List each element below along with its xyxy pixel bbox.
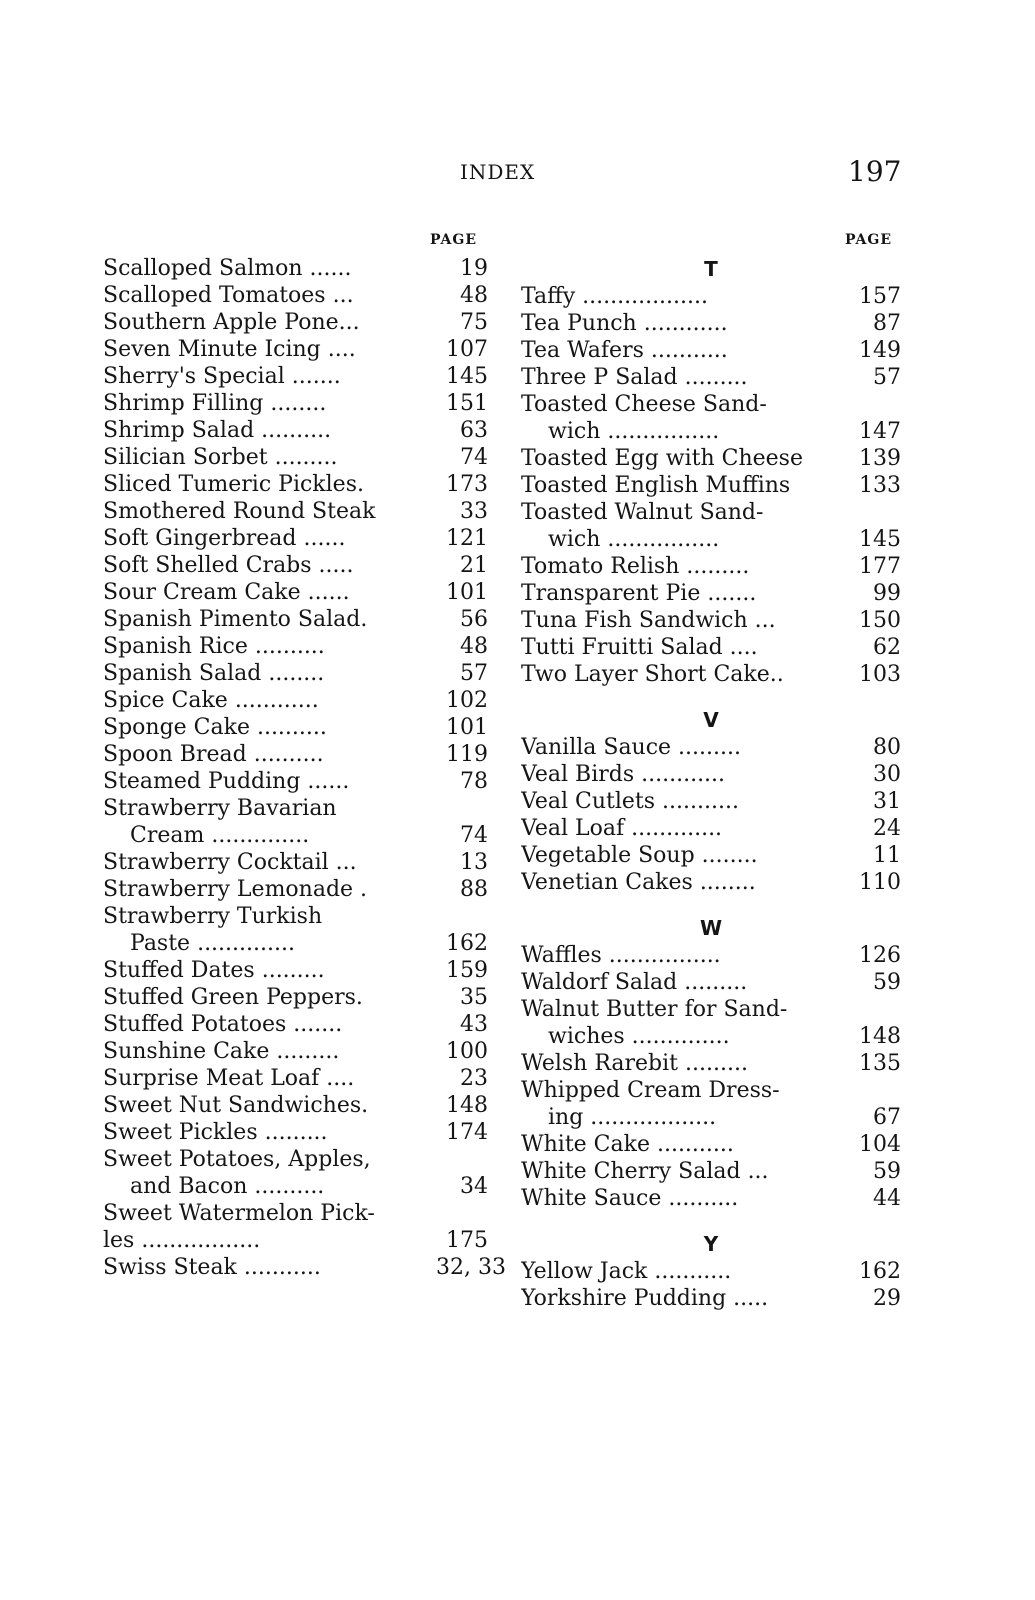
entry-title: Veal Cutlets ........... xyxy=(521,789,739,814)
entry-page: 145 xyxy=(859,527,901,552)
index-entry xyxy=(103,525,488,552)
index-entry xyxy=(521,445,901,472)
index-entry xyxy=(103,795,488,822)
index-entry xyxy=(521,283,901,310)
entry-title: Toasted Walnut Sand- xyxy=(521,500,764,525)
index-entry xyxy=(103,390,488,417)
index-entry xyxy=(103,336,488,363)
entry-page: 150 xyxy=(859,608,901,633)
entry-title: Veal Birds ............ xyxy=(521,762,726,787)
entry-page: 107 xyxy=(446,337,488,362)
index-entry xyxy=(103,714,488,741)
entry-title: Tuna Fish Sandwich ... xyxy=(521,608,776,633)
index-entry xyxy=(103,1173,488,1200)
entry-page: 135 xyxy=(859,1051,901,1076)
index-entry xyxy=(103,579,488,606)
entry-page: 148 xyxy=(859,1024,901,1049)
entry-page: 157 xyxy=(859,284,901,309)
entry-title: Stuffed Dates ......... xyxy=(103,958,325,983)
index-entry xyxy=(103,417,488,444)
entry-title: Swiss Steak ........... xyxy=(103,1255,321,1280)
index-entry xyxy=(521,1023,901,1050)
index-entry xyxy=(103,1227,488,1254)
index-entry xyxy=(521,842,901,869)
entry-title: Yellow Jack ........... xyxy=(521,1259,732,1284)
entry-title: Vanilla Sauce ......... xyxy=(521,735,741,760)
entry-title: Spice Cake ............ xyxy=(103,688,319,713)
index-entry xyxy=(103,687,488,714)
index-entry xyxy=(521,418,901,445)
index-entry xyxy=(521,1258,901,1285)
entry-page: 147 xyxy=(859,419,901,444)
entry-title: Sweet Potatoes, Apples, xyxy=(103,1147,371,1172)
entry-page: 78 xyxy=(460,769,488,794)
entry-page: 177 xyxy=(859,554,901,579)
entry-page: 103 xyxy=(859,662,901,687)
entry-page: 121 xyxy=(446,526,488,551)
index-entry xyxy=(521,942,901,969)
index-entry xyxy=(521,1050,901,1077)
entry-title: Steamed Pudding ...... xyxy=(103,769,350,794)
index-entry xyxy=(521,661,901,688)
entry-title: Cream .............. xyxy=(130,823,310,848)
entry-title: Taffy .................. xyxy=(521,284,709,309)
index-entry xyxy=(103,1065,488,1092)
right-index-column xyxy=(521,255,901,1312)
entry-title: Scalloped Tomatoes ... xyxy=(103,283,354,308)
index-entry xyxy=(521,364,901,391)
entry-title: Stuffed Green Peppers. xyxy=(103,985,363,1010)
index-entry xyxy=(103,660,488,687)
entry-page: 159 xyxy=(446,958,488,983)
entry-title: Spanish Rice .......... xyxy=(103,634,325,659)
entry-page: 62 xyxy=(873,635,901,660)
index-entry xyxy=(103,444,488,471)
index-entry xyxy=(521,634,901,661)
entry-page: 31 xyxy=(873,789,901,814)
entry-title: Paste .............. xyxy=(130,931,295,956)
index-entry xyxy=(521,391,901,418)
index-entry xyxy=(103,1119,488,1146)
left-page-label: PAGE xyxy=(430,232,477,248)
entry-page: 87 xyxy=(873,311,901,336)
section-letter: T xyxy=(704,257,718,281)
entry-title: Strawberry Cocktail ... xyxy=(103,850,357,875)
entry-page: 74 xyxy=(460,445,488,470)
entry-title: Walnut Butter for Sand- xyxy=(521,997,788,1022)
index-entry xyxy=(103,1200,488,1227)
entry-page: 59 xyxy=(873,1159,901,1184)
entry-title: White Cherry Salad ... xyxy=(521,1159,769,1184)
entry-title: Strawberry Turkish xyxy=(103,904,323,929)
index-entry xyxy=(521,1285,901,1312)
index-entry xyxy=(103,741,488,768)
index-entry xyxy=(103,768,488,795)
index-entry xyxy=(103,363,488,390)
index-entry xyxy=(521,969,901,996)
entry-page: 35 xyxy=(460,985,488,1010)
entry-title: Veal Loaf ............. xyxy=(521,816,723,841)
entry-title: Strawberry Bavarian xyxy=(103,796,337,821)
entry-title: Smothered Round Steak xyxy=(103,499,376,524)
entry-title: Tea Punch ............ xyxy=(521,311,728,336)
entry-title: Sour Cream Cake ...... xyxy=(103,580,350,605)
entry-page: 34 xyxy=(460,1174,488,1199)
entry-title: Tutti Fruitti Salad .... xyxy=(521,635,758,660)
index-entry xyxy=(521,1104,901,1131)
entry-page: 101 xyxy=(446,715,488,740)
entry-title: Spoon Bread .......... xyxy=(103,742,324,767)
entry-page: 119 xyxy=(446,742,488,767)
entry-page: 11 xyxy=(873,843,901,868)
entry-page: 21 xyxy=(460,553,488,578)
entry-title: Sunshine Cake ......... xyxy=(103,1039,340,1064)
entry-title: Southern Apple Pone... xyxy=(103,310,360,335)
index-entry xyxy=(103,633,488,660)
entry-title: Spanish Salad ........ xyxy=(103,661,325,686)
index-entry xyxy=(521,996,901,1023)
entry-title: Sweet Pickles ......... xyxy=(103,1120,328,1145)
section-letter: Y xyxy=(703,1232,719,1256)
index-entry xyxy=(103,471,488,498)
entry-title: Shrimp Salad .......... xyxy=(103,418,332,443)
index-entry xyxy=(521,310,901,337)
entry-page: 19 xyxy=(460,256,488,281)
entry-page: 88 xyxy=(460,877,488,902)
entry-page: 99 xyxy=(873,581,901,606)
index-entry xyxy=(103,984,488,1011)
section-spacer xyxy=(521,1212,901,1224)
index-entry xyxy=(103,1038,488,1065)
entry-title: and Bacon .......... xyxy=(130,1174,325,1199)
entry-page: 44 xyxy=(873,1186,901,1211)
index-entry xyxy=(521,472,901,499)
entry-page: 110 xyxy=(859,870,901,895)
entry-title: Waldorf Salad ......... xyxy=(521,970,748,995)
entry-page: 13 xyxy=(460,850,488,875)
entry-page: 33 xyxy=(460,499,488,524)
entry-page: 162 xyxy=(859,1259,901,1284)
index-entry xyxy=(103,1011,488,1038)
entry-title: Toasted English Muffins xyxy=(521,473,791,498)
index-entry xyxy=(521,869,901,896)
entry-page: 162 xyxy=(446,931,488,956)
entry-title: Vegetable Soup ........ xyxy=(521,843,758,868)
entry-page: 101 xyxy=(446,580,488,605)
entry-title: Sweet Watermelon Pick- xyxy=(103,1201,375,1226)
entry-page: 133 xyxy=(859,473,901,498)
index-entry xyxy=(521,761,901,788)
index-entry xyxy=(521,526,901,553)
entry-page: 48 xyxy=(460,634,488,659)
index-entry xyxy=(103,1092,488,1119)
entry-page: 56 xyxy=(460,607,488,632)
section-spacer xyxy=(521,688,901,700)
entry-page: 57 xyxy=(873,365,901,390)
entry-title: les ................. xyxy=(103,1228,261,1253)
running-title: INDEX xyxy=(460,160,536,184)
entry-page: 59 xyxy=(873,970,901,995)
entry-title: Stuffed Potatoes ....... xyxy=(103,1012,343,1037)
index-entry xyxy=(521,337,901,364)
entry-title: Tomato Relish ......... xyxy=(521,554,750,579)
entry-title: Whipped Cream Dress- xyxy=(521,1078,780,1103)
entry-title: Seven Minute Icing .... xyxy=(103,337,356,362)
section-letter: V xyxy=(703,708,719,732)
entry-page: 32, 33 xyxy=(436,1255,506,1280)
entry-title: Silician Sorbet ......... xyxy=(103,445,338,470)
index-entry xyxy=(103,309,488,336)
entry-title: Welsh Rarebit ......... xyxy=(521,1051,748,1076)
entry-title: Three P Salad ......... xyxy=(521,365,748,390)
entry-page: 43 xyxy=(460,1012,488,1037)
entry-title: Toasted Cheese Sand- xyxy=(521,392,767,417)
index-entry xyxy=(103,606,488,633)
entry-title: Soft Gingerbread ...... xyxy=(103,526,346,551)
index-entry xyxy=(103,1146,488,1173)
section-spacer xyxy=(521,896,901,908)
entry-title: Soft Shelled Crabs ..... xyxy=(103,553,354,578)
entry-page: 145 xyxy=(446,364,488,389)
left-index-column xyxy=(103,255,506,1281)
index-entry xyxy=(521,815,901,842)
entry-title: Scalloped Salmon ...... xyxy=(103,256,352,281)
entry-title: ing .................. xyxy=(548,1105,717,1130)
entry-page: 139 xyxy=(859,446,901,471)
section-letter: W xyxy=(699,916,723,940)
entry-title: Sherry's Special ....... xyxy=(103,364,341,389)
entry-title: White Sauce .......... xyxy=(521,1186,739,1211)
entry-page: 104 xyxy=(859,1132,901,1157)
entry-page: 174 xyxy=(446,1120,488,1145)
entry-title: Surprise Meat Loaf .... xyxy=(103,1066,355,1091)
entry-title: Sweet Nut Sandwiches. xyxy=(103,1093,369,1118)
entry-page: 63 xyxy=(460,418,488,443)
entry-page: 29 xyxy=(873,1286,901,1311)
index-entry xyxy=(103,849,488,876)
index-entry xyxy=(103,903,488,930)
index-entry xyxy=(521,1158,901,1185)
index-entry xyxy=(103,255,488,282)
entry-title: wich ................ xyxy=(548,419,720,444)
entry-page: 126 xyxy=(859,943,901,968)
index-entry xyxy=(521,553,901,580)
entry-title: Tea Wafers ........... xyxy=(521,338,728,363)
index-entry xyxy=(103,957,488,984)
entry-page: 67 xyxy=(873,1105,901,1130)
entry-page: 80 xyxy=(873,735,901,760)
entry-page: 100 xyxy=(446,1039,488,1064)
entry-title: Venetian Cakes ........ xyxy=(521,870,756,895)
entry-page: 149 xyxy=(859,338,901,363)
index-entry xyxy=(103,876,488,903)
entry-page: 173 xyxy=(446,472,488,497)
entry-title: Spanish Pimento Salad. xyxy=(103,607,368,632)
entry-page: 23 xyxy=(460,1066,488,1091)
entry-title: Transparent Pie ....... xyxy=(521,581,757,606)
index-entry xyxy=(521,1185,901,1212)
entry-title: Sponge Cake .......... xyxy=(103,715,327,740)
right-page-label: PAGE xyxy=(845,232,892,248)
entry-title: White Cake ........... xyxy=(521,1132,734,1157)
entry-title: Yorkshire Pudding ..... xyxy=(521,1286,769,1311)
index-entry xyxy=(521,607,901,634)
entry-page: 175 xyxy=(446,1228,488,1253)
entry-title: wiches .............. xyxy=(548,1024,730,1049)
index-entry xyxy=(103,1254,506,1281)
entry-page: 102 xyxy=(446,688,488,713)
entry-title: Toasted Egg with Cheese xyxy=(521,446,803,471)
index-entry xyxy=(521,1077,901,1104)
entry-title: Two Layer Short Cake.. xyxy=(521,662,784,687)
index-entry xyxy=(521,734,901,761)
index-entry xyxy=(521,788,901,815)
entry-page: 24 xyxy=(873,816,901,841)
index-entry xyxy=(103,930,488,957)
index-entry xyxy=(103,822,488,849)
index-entry xyxy=(521,1131,901,1158)
index-entry xyxy=(103,552,488,579)
entry-page: 48 xyxy=(460,283,488,308)
entry-page: 57 xyxy=(460,661,488,686)
entry-page: 30 xyxy=(873,762,901,787)
index-entry xyxy=(521,499,901,526)
entry-title: Waffles ................ xyxy=(521,943,721,968)
entry-page: 75 xyxy=(460,310,488,335)
entry-title: Sliced Tumeric Pickles. xyxy=(103,472,364,497)
entry-title: Strawberry Lemonade . xyxy=(103,877,368,902)
index-entry xyxy=(103,282,488,309)
entry-page: 74 xyxy=(460,823,488,848)
entry-page: 148 xyxy=(446,1093,488,1118)
entry-page: 151 xyxy=(446,391,488,416)
entry-title: wich ................ xyxy=(548,527,720,552)
entry-title: Shrimp Filling ........ xyxy=(103,391,327,416)
index-entry xyxy=(103,498,488,525)
page-number: 197 xyxy=(848,155,902,188)
index-entry xyxy=(521,580,901,607)
